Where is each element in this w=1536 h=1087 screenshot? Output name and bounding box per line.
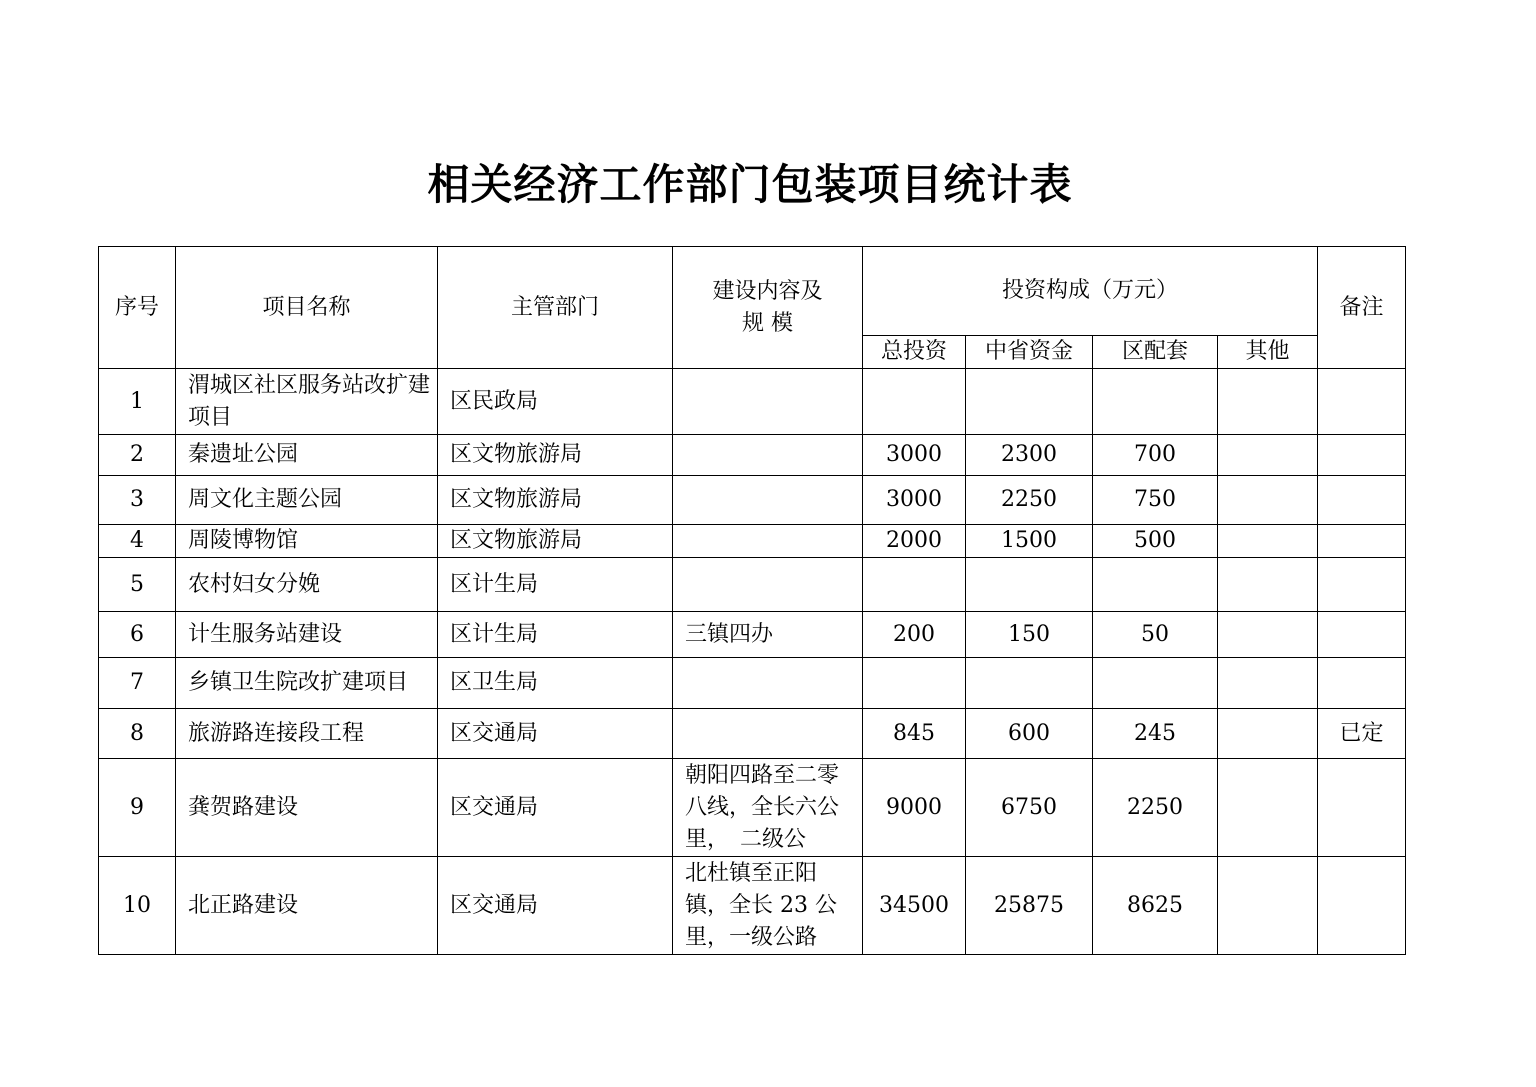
cell-dept: 区计生局 [438,558,673,612]
cell-district: 245 [1093,709,1218,759]
cell-provincial: 6750 [966,759,1093,857]
cell-total: 845 [863,709,966,759]
cell-total: 9000 [863,759,966,857]
cell-name: 周文化主题公园 [176,476,438,525]
cell-content [673,558,863,612]
cell-district [1093,558,1218,612]
cell-seq: 1 [99,369,176,435]
cell-name: 周陵博物馆 [176,525,438,558]
table-row [99,612,1406,658]
cell-district: 700 [1093,435,1218,476]
cell-other [1218,709,1318,759]
cell-name: 农村妇女分娩 [176,558,438,612]
table-body [99,247,1406,955]
cell-provincial [966,558,1093,612]
cell-other [1218,759,1318,857]
cell-total: 200 [863,612,966,658]
cell-remark [1318,558,1406,612]
cell-remark [1318,476,1406,525]
cell-seq: 7 [99,658,176,709]
cell-content: 三镇四办 [673,612,863,658]
cell-other [1218,435,1318,476]
cell-dept: 区卫生局 [438,658,673,709]
header-total: 总投资 [863,336,966,369]
cell-dept: 区交通局 [438,759,673,857]
header-name: 项目名称 [176,247,438,369]
table-row [99,759,1406,857]
cell-content [673,709,863,759]
cell-total [863,558,966,612]
cell-dept: 区民政局 [438,369,673,435]
cell-remark [1318,525,1406,558]
cell-total [863,369,966,435]
cell-dept: 区文物旅游局 [438,476,673,525]
table-row [99,658,1406,709]
cell-remark [1318,435,1406,476]
header-district: 区配套 [1093,336,1218,369]
cell-total: 3000 [863,435,966,476]
cell-total: 34500 [863,857,966,955]
cell-provincial: 150 [966,612,1093,658]
cell-other [1218,558,1318,612]
cell-seq: 2 [99,435,176,476]
cell-dept: 区计生局 [438,612,673,658]
header-row [99,247,1406,336]
cell-content [673,369,863,435]
cell-district: 2250 [1093,759,1218,857]
cell-seq: 4 [99,525,176,558]
cell-seq: 8 [99,709,176,759]
cell-content [673,658,863,709]
cell-district: 750 [1093,476,1218,525]
cell-name: 计生服务站建设 [176,612,438,658]
cell-name: 乡镇卫生院改扩建项目 [176,658,438,709]
cell-name: 龚贺路建设 [176,759,438,857]
cell-provincial: 1500 [966,525,1093,558]
cell-total [863,658,966,709]
cell-content [673,435,863,476]
cell-provincial: 2250 [966,476,1093,525]
cell-remark [1318,857,1406,955]
cell-seq: 10 [99,857,176,955]
cell-district: 50 [1093,612,1218,658]
cell-other [1218,525,1318,558]
cell-remark [1318,369,1406,435]
table-row [99,476,1406,525]
cell-seq: 6 [99,612,176,658]
cell-other [1218,857,1318,955]
cell-dept: 区交通局 [438,709,673,759]
cell-total: 2000 [863,525,966,558]
cell-content [673,476,863,525]
cell-district [1093,369,1218,435]
page-title: 相关经济工作部门包装项目统计表 [427,160,1073,209]
cell-provincial [966,369,1093,435]
cell-district [1093,658,1218,709]
cell-content [673,525,863,558]
cell-provincial [966,658,1093,709]
cell-content: 北杜镇至正阳镇，全长 23 公里，一级公路 [673,857,863,955]
table-row [99,435,1406,476]
cell-seq: 9 [99,759,176,857]
header-content: 建设内容及 规 模 [673,247,863,369]
table-row [99,857,1406,955]
cell-remark [1318,658,1406,709]
cell-content: 朝阳四路至二零八线，全长六公里， 二级公 [673,759,863,857]
table-row [99,525,1406,558]
project-stats-table [98,246,1406,955]
cell-remark: 已定 [1318,709,1406,759]
table-row [99,369,1406,435]
cell-dept: 区交通局 [438,857,673,955]
cell-district: 8625 [1093,857,1218,955]
cell-seq: 5 [99,558,176,612]
cell-name: 渭城区社区服务站改扩建项目 [176,369,438,435]
cell-provincial: 2300 [966,435,1093,476]
header-dept: 主管部门 [438,247,673,369]
cell-other [1218,369,1318,435]
header-other: 其他 [1218,336,1318,369]
cell-remark [1318,612,1406,658]
header-remark: 备注 [1318,247,1406,369]
cell-name: 北正路建设 [176,857,438,955]
cell-seq: 3 [99,476,176,525]
table-row [99,558,1406,612]
cell-total: 3000 [863,476,966,525]
cell-dept: 区文物旅游局 [438,525,673,558]
cell-name: 秦遗址公园 [176,435,438,476]
cell-provincial: 600 [966,709,1093,759]
cell-other [1218,658,1318,709]
cell-dept: 区文物旅游局 [438,435,673,476]
header-provincial: 中省资金 [966,336,1093,369]
cell-other [1218,476,1318,525]
header-invest-group: 投资构成（万元） [863,247,1318,336]
header-seq: 序号 [99,247,176,369]
table-row [99,709,1406,759]
cell-provincial: 25875 [966,857,1093,955]
cell-remark [1318,759,1406,857]
cell-name: 旅游路连接段工程 [176,709,438,759]
cell-district: 500 [1093,525,1218,558]
cell-other [1218,612,1318,658]
